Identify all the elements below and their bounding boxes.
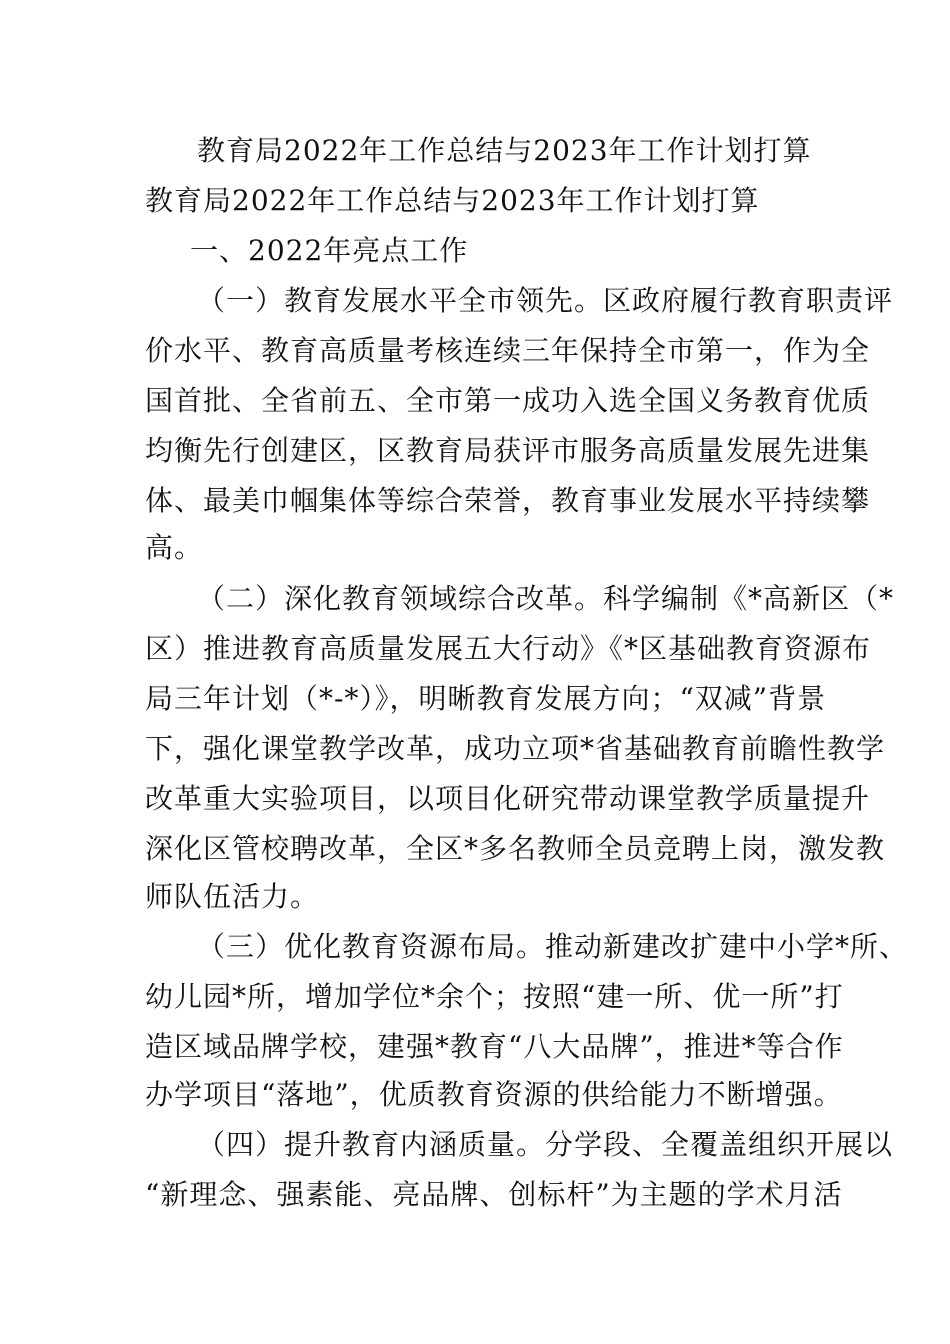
paragraph-line: 价水平、教育高质量考核连续三年保持全市第一，作为全 — [145, 334, 871, 367]
paragraph-line: 改革重大实验项目，以项目化研究带动课堂教学质量提升 — [145, 782, 871, 815]
section-heading: 一、2022年亮点工作 — [190, 234, 469, 267]
paragraph-line: 下，强化课堂教学改革，成功立项*省基础教育前瞻性教学 — [145, 732, 886, 765]
paragraph-line: 办学项目“落地”，优质教育资源的供给能力不断增强。 — [145, 1078, 843, 1111]
paragraph-line: 体、最美巾帼集体等综合荣誉，教育事业发展水平持续攀 — [145, 484, 871, 517]
paragraph-line: 局三年计划（*-*）》，明晰教育发展方向；“双减”背景 — [145, 682, 827, 715]
paragraph-line: （一）教育发展水平全市领先。区政府履行教育职责评 — [197, 284, 894, 317]
paragraph-line: 造区域品牌学校，建强*教育“八大品牌”，推进*等合作 — [145, 1030, 844, 1063]
document-title: 教育局2022年工作总结与2023年工作计划打算 — [197, 134, 812, 167]
paragraph-line: “新理念、强素能、亮品牌、创标杆”为主题的学术月活 — [145, 1178, 843, 1211]
paragraph-line: 师队伍活力。 — [145, 880, 320, 913]
paragraph-line: （二）深化教育领域综合改革。科学编制《*高新区（* — [197, 582, 895, 615]
document-subtitle: 教育局2022年工作总结与2023年工作计划打算 — [145, 184, 760, 217]
paragraph-line: （四）提升教育内涵质量。分学段、全覆盖组织开展以 — [197, 1128, 894, 1161]
paragraph-line: （三）优化教育资源布局。推动新建改扩建中小学*所、 — [197, 930, 909, 963]
paragraph-line: 深化区管校聘改革，全区*多名教师全员竞聘上岗，激发教 — [145, 832, 886, 865]
paragraph-line: 高。 — [145, 531, 204, 564]
paragraph-line: 国首批、全省前五、全市第一成功入选全国义务教育优质 — [145, 384, 871, 417]
paragraph-line: 均衡先行创建区，区教育局获评市服务高质量发展先进集 — [145, 434, 871, 467]
paragraph-line: 幼儿园*所，增加学位*余个；按照“建一所、优一所”打 — [145, 980, 844, 1013]
paragraph-line: 区）推进教育高质量发展五大行动》《*区基础教育资源布 — [145, 632, 872, 665]
